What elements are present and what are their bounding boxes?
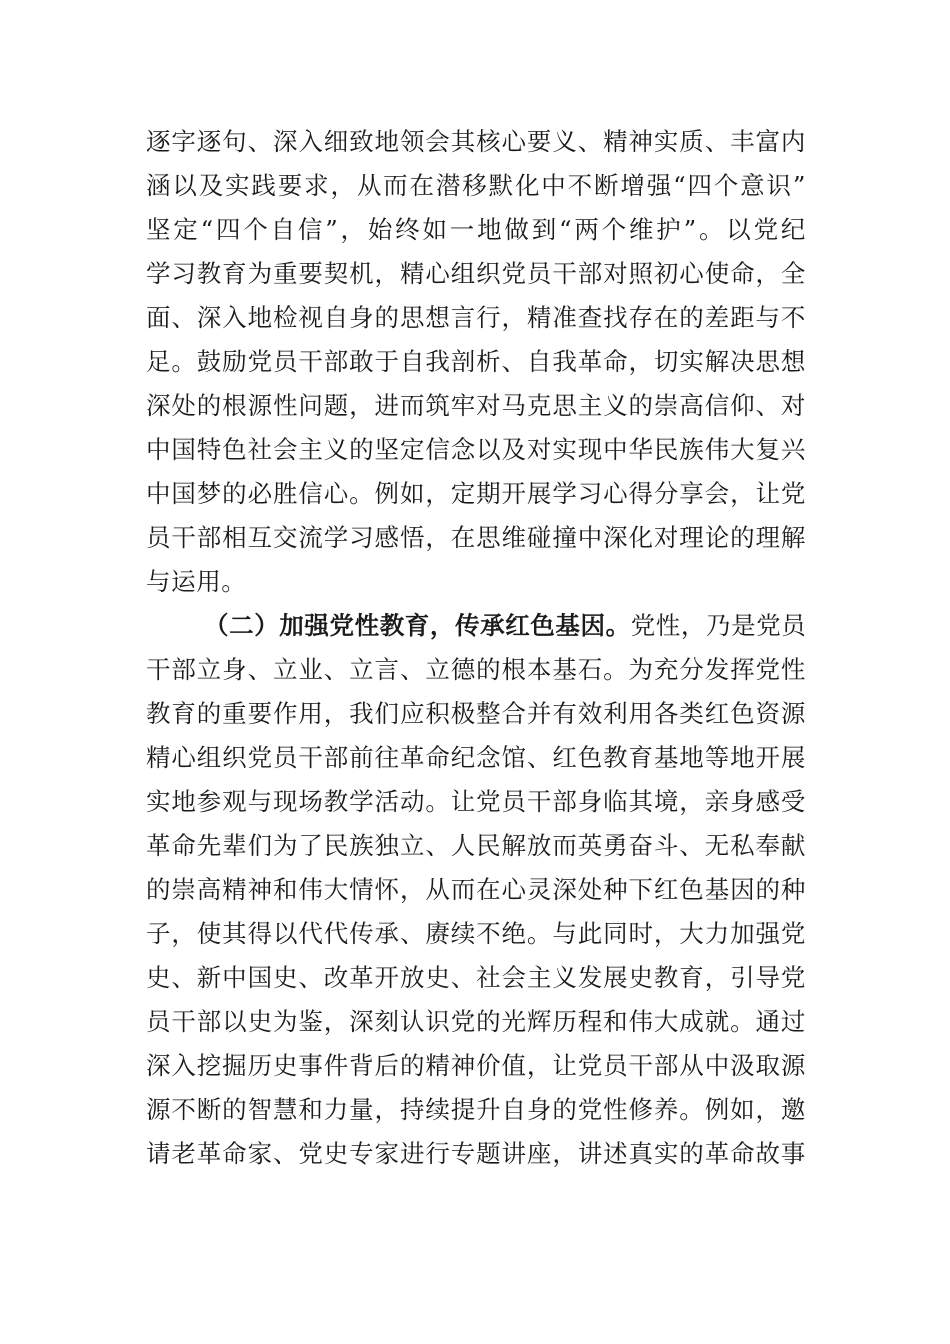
text-line: 坚定“四个自信”，始终如一地做到“两个维护”。以党纪 <box>146 215 806 244</box>
text-line: 请老革命家、党史专家进行专题讲座，讲述真实的革命故事 <box>146 1139 806 1168</box>
text-line: 源不断的智慧和力量，持续提升自身的党性修养。例如，邀 <box>146 1095 806 1124</box>
text-line: 涵以及实践要求，从而在潜移默化中不断增强“四个意识” <box>146 171 806 200</box>
text-line: 中国特色社会主义的坚定信念以及对实现中华民族伟大复兴 <box>146 435 806 464</box>
paragraph-party-spirit-education <box>146 604 806 1176</box>
text-line: 革命先辈们为了民族独立、人民解放而英勇奋斗、无私奉献 <box>146 831 806 860</box>
text-line: 学习教育为重要契机，精心组织党员干部对照初心使命，全 <box>146 259 806 288</box>
text-line: 实地参观与现场教学活动。让党员干部身临其境，亲身感受 <box>146 787 806 816</box>
text-line: 教育的重要作用，我们应积极整合并有效利用各类红色资源 <box>146 699 806 728</box>
text-line: 与运用。 <box>146 567 247 596</box>
text-line: 深入挖掘历史事件背后的精神价值，让党员干部从中汲取源 <box>146 1051 806 1080</box>
paragraph-first-line <box>146 604 806 648</box>
text-line: 干部立身、立业、立言、立德的根本基石。为充分发挥党性 <box>146 655 806 684</box>
text-line: 员干部以史为鉴，深刻认识党的光辉历程和伟大成就。通过 <box>146 1007 806 1036</box>
text-line: 中国梦的必胜信心。例如，定期开展学习心得分享会，让党 <box>146 479 806 508</box>
text-line: 精心组织党员干部前往革命纪念馆、红色教育基地等地开展 <box>146 743 806 772</box>
document-body <box>146 120 806 1176</box>
section-heading: （二）加强党性教育，传承红色基因。 <box>204 611 631 640</box>
text-line: 足。鼓励党员干部敢于自我剖析、自我革命，切实解决思想 <box>146 347 806 376</box>
text-line: 面、深入地检视自身的思想言行，精准查找存在的差距与不 <box>146 303 806 332</box>
text-line: 逐字逐句、深入细致地领会其核心要义、精神实质、丰富内 <box>146 127 806 156</box>
heading-line-text: 党性，乃是党员 <box>630 611 807 640</box>
text-line: 子，使其得以代代传承、赓续不绝。与此同时，大力加强党 <box>146 919 806 948</box>
paragraph-theory-study <box>146 120 806 604</box>
text-line: 的崇高精神和伟大情怀，从而在心灵深处种下红色基因的种 <box>146 875 806 904</box>
text-line: 深处的根源性问题，进而筑牢对马克思主义的崇高信仰、对 <box>146 391 806 420</box>
text-line: 史、新中国史、改革开放史、社会主义发展史教育，引导党 <box>146 963 806 992</box>
text-line: 员干部相互交流学习感悟，在思维碰撞中深化对理论的理解 <box>146 523 806 552</box>
